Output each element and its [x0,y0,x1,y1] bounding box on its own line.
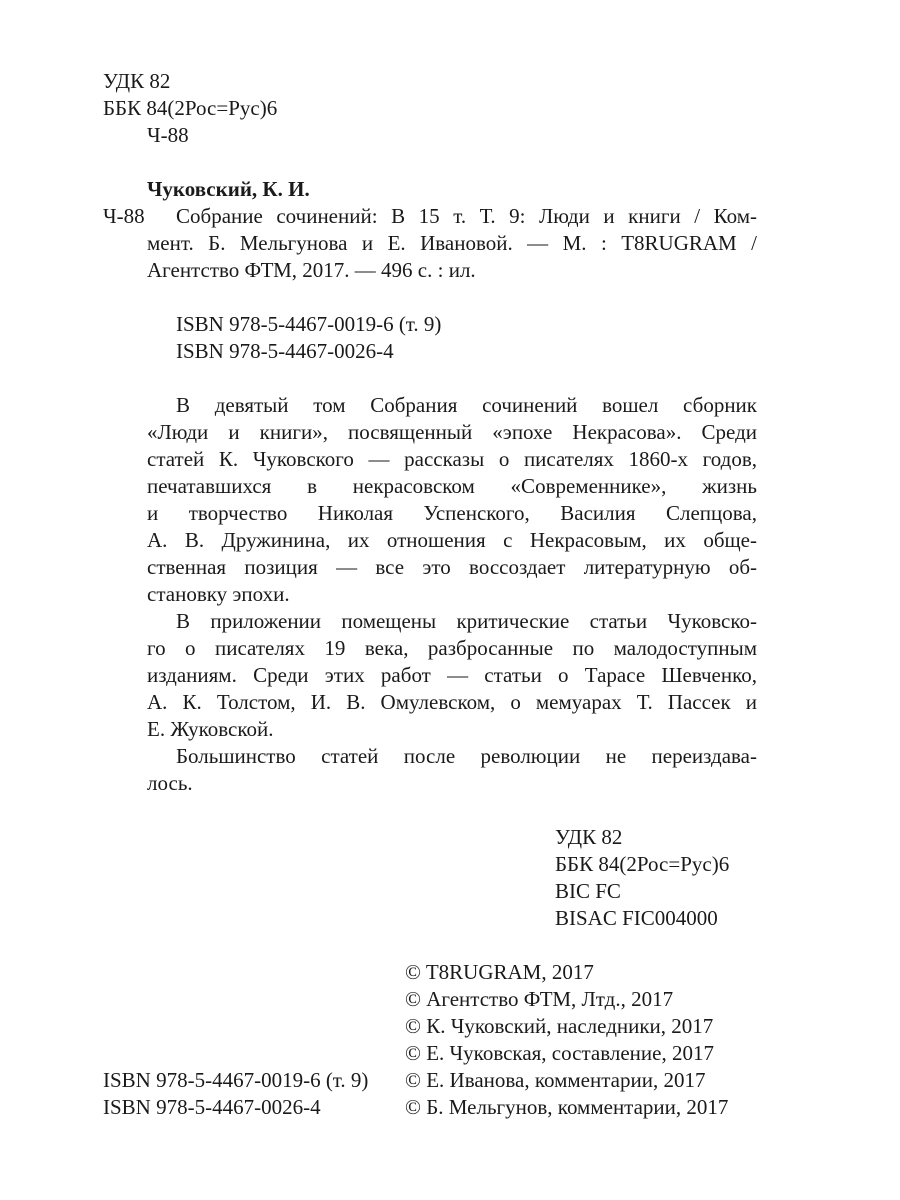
annotation-line: А. В. Дружинина, их отношения с Некрасовым, их обще- [147,528,757,552]
bbk-bottom: ББК 84(2Рос=Рус)6 [555,852,730,876]
copyright-line: © К. Чуковский, наследники, 2017 [405,1014,714,1038]
copyright-line: © T8RUGRAM, 2017 [405,960,594,984]
annotation-line: го о писателях 19 века, разбросанные по малодоступным [147,636,757,660]
annotation-line: статей К. Чуковского — рассказы о писателях 1860-х годов, [147,447,757,471]
entry-line-2: мент. Б. Мельгунова и Е. Ивановой. — М. : T8RUGRAM / [147,231,757,255]
copyright-line: © Б. Мельгунов, комментарии, 2017 [405,1095,729,1119]
isbn-entry-1: ISBN 978-5-4467-0019-6 (т. 9) [176,312,442,336]
copyright-line: © Агентство ФТМ, Лтд., 2017 [405,987,674,1011]
isbn-bottom-2: ISBN 978-5-4467-0026-4 [103,1095,321,1119]
isbn-bottom-1: ISBN 978-5-4467-0019-6 (т. 9) [103,1068,369,1092]
copyright-line: © Е. Иванова, комментарии, 2017 [405,1068,706,1092]
annotation-line: лось. [147,771,193,795]
udk-top: УДК 82 [103,69,171,93]
annotation-line: Е. Жуковской. [147,717,274,741]
udk-bottom: УДК 82 [555,825,623,849]
bbk-top: ББК 84(2Рос=Рус)6 [103,96,278,120]
author-heading [147,176,310,203]
annotation-line: изданиям. Среди этих работ — статьи о Тарасе Шевченко, [147,663,757,687]
bic-code: BIC FC [555,879,621,903]
annotation-line: становку эпохи. [147,582,290,606]
annotation-line: В девятый том Собрания сочинений вошел сборник [176,393,757,417]
annotation-line: ственная позиция — все это воссоздает литературную об- [147,555,757,579]
isbn-entry-2: ISBN 978-5-4467-0026-4 [176,339,394,363]
annotation-line: А. К. Толстом, И. В. Омулевском, о мемуарах Т. Пассек и [147,690,757,714]
entry-line-1: Собрание сочинений: В 15 т. Т. 9: Люди и книги / Ком- [176,204,757,228]
annotation-line: и творчество Николая Успенского, Василия Слепцова, [147,501,757,525]
copyright-line: © Е. Чуковская, составление, 2017 [405,1041,714,1065]
author-name: Чуковский, К. И. [147,177,310,201]
annotation-line: «Люди и книги», посвященный «эпохе Некрасова». Среди [147,420,757,444]
entry-line-3: Агентство ФТМ, 2017. — 496 с. : ил. [147,258,476,282]
bisac-code: BISAC FIC004000 [555,906,718,930]
annotation-line: печатавшихся в некрасовском «Современнике», жизнь [147,474,757,498]
author-mark-top: Ч-88 [147,123,189,147]
annotation-line: Большинство статей после революции не переиздава- [176,744,757,768]
author-mark-entry: Ч-88 [103,204,145,228]
annotation-line: В приложении помещены критические статьи Чуковско- [176,609,757,633]
